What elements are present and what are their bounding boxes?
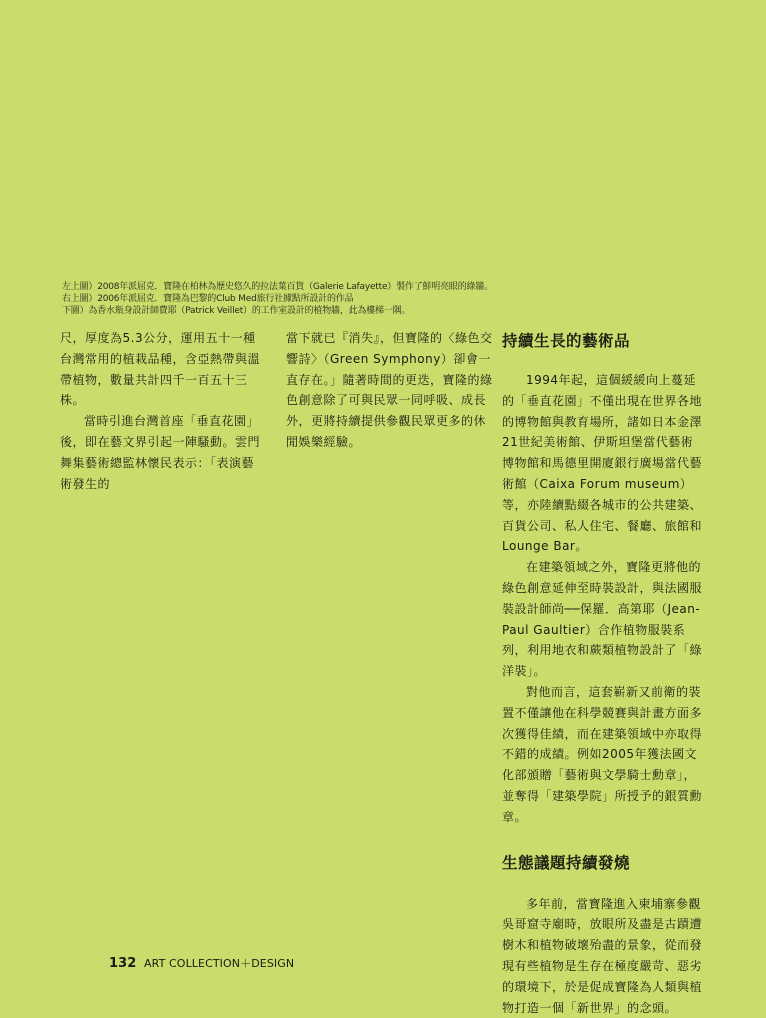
caption-top-right: 右上圖）2006年派屈克．寶隆為巴黎的Club Med旅行社據點所設計的作品 [62, 294, 354, 304]
text-column-2 [286, 328, 494, 453]
page-number: 132 [109, 956, 137, 971]
caption-bottom: 下圖）為香水瓶身設計師費耶（Patrick Veillet）的工作室設計的植物牆，此為樓梯一隅。 [62, 306, 411, 316]
section-heading: 持續生長的藝術品 [502, 332, 631, 350]
paragraph: 1994年起，這個緩緩向上蔓延的「垂直花園」不僅出現在世界各地的博物館與教育場所，諸如日本金澤21世紀美術館、伊斯坦堡當代藝術博物館和馬德里開廈銀行廣場當代藝術館（Caixa Forum museum）等，亦陸續點綴各城市的公共建築、百貨公司、私人住宅、餐廳、旅館和Lounge Bar。 [502, 373, 703, 554]
paragraph: 尺，厚度為5.3公分，運用五十一種台灣常用的植栽品種，含亞熱帶與溫帶植物，數量共計四千一百五十三株。 [60, 331, 261, 408]
text-column-3 [502, 330, 702, 1018]
paragraph: 在建築領域之外，寶隆更將他的綠色創意延伸至時裝設計，與法國服裝設計師尚──保羅．高第耶（Jean-Paul Gaultier）合作植物服裝系列，利用地衣和蕨類植物設計了「綠洋裝」。 [502, 560, 703, 679]
paragraph: 多年前，當寶隆進入柬埔寨參觀吳哥窟寺廟時，放眼所及盡是古蹟遭樹木和植物破壞殆盡的景象，從而發現有些植物是生存在極度嚴苛、惡劣的環境下，於是促成寶隆為人類與植物打造一個「新世界」的念頭。 [502, 896, 703, 1015]
magazine-name: ART COLLECTION＋DESIGN [144, 957, 295, 970]
paragraph: 對他而言，這套嶄新又前衛的裝置不僅讓他在科學競賽與計畫方面多次獲得佳績，而在建築領域中亦取得不錯的成績。例如2005年獲法國文化部頒贈「藝術與文學騎士勳章」，並奪得「建築學院」所授予的銀質勳章。 [502, 684, 703, 824]
paragraph: 當時引進台灣首座「垂直花園」後，即在藝文界引起一陣騷動。雲門舞集藝術總監林懷民表示：「表演藝術發生的 [60, 414, 261, 491]
photo-captions [62, 281, 522, 317]
section-heading: 生態議題持續發燒 [502, 853, 631, 872]
page-footer [109, 955, 294, 971]
caption-top-left: 左上圖）2008年派屈克．寶隆在柏林為歷史悠久的拉法葉百貨（Galerie Lafayette）製作了鮮明亮眼的綠牆。 [62, 282, 493, 292]
text-column-1 [60, 328, 260, 494]
paragraph: 當下就已『消失』，但寶隆的〈綠色交響詩〉（Green Symphony）卻會一直存在。」隨著時間的更迭，寶隆的綠色創意除了可與民眾一同呼吸、成長外，更將持續提供參觀民眾更多的休閒娛樂經驗。 [286, 331, 493, 449]
